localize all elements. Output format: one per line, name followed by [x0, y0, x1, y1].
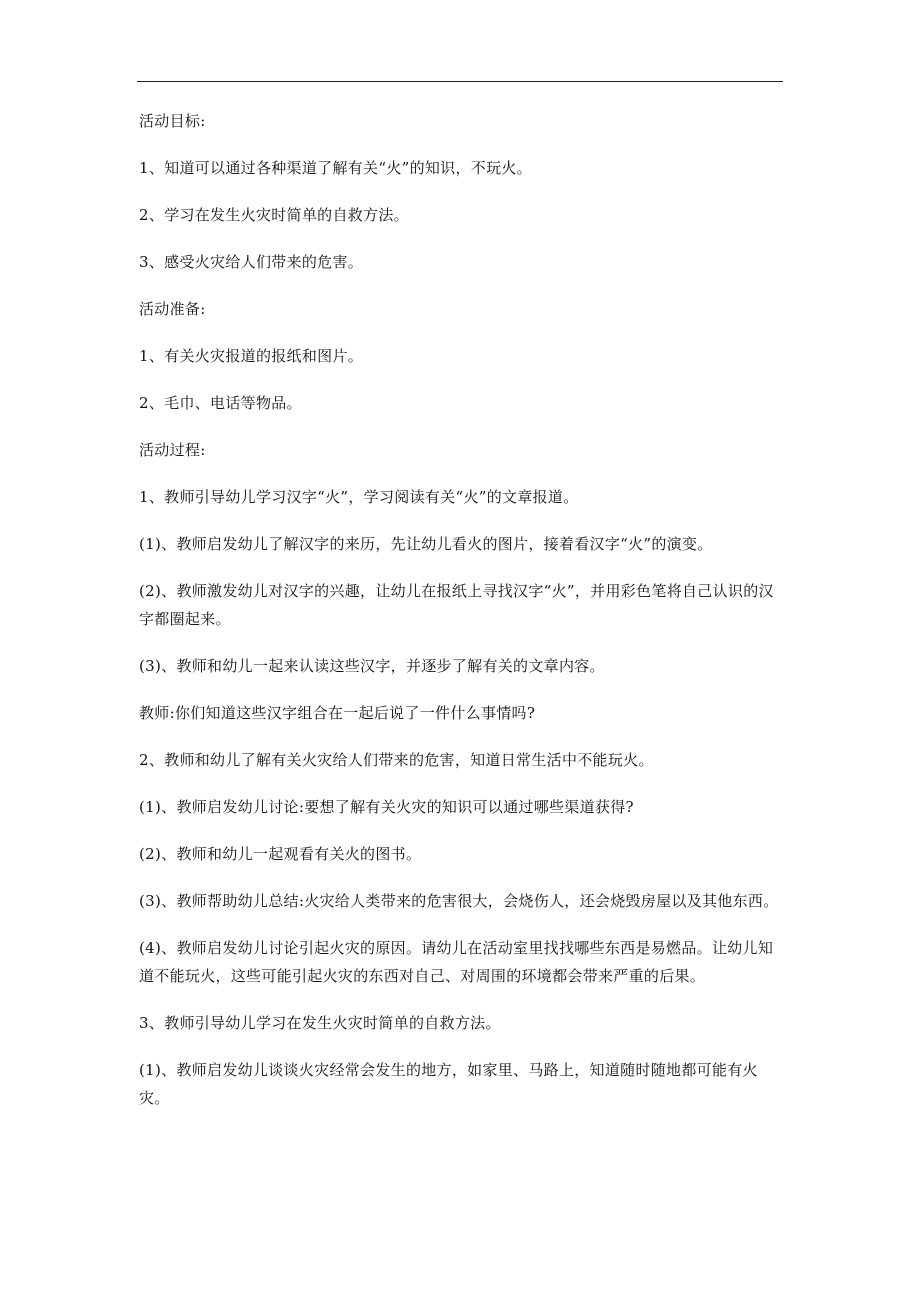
- process-step-3-sub-1: (1)、教师启发幼儿谈谈火灾经常会发生的地方，如家里、马路上，知道随时随地都可能有火灾。: [139, 1061, 758, 1107]
- preparation-item-1: 1、有关火灾报道的报纸和图片。: [139, 347, 364, 365]
- goal-item-2: 2、学习在发生火灾时简单的自救方法。: [139, 206, 409, 224]
- process-step-1-sub-3: (3)、教师和幼儿一起来认读这些汉字，并逐步了解有关的文章内容。: [139, 657, 605, 675]
- goal-item-1: 1、知道可以通过各种渠道了解有关“火”的知识，不玩火。: [139, 159, 532, 177]
- section-heading-goals: 活动目标:: [139, 112, 206, 130]
- process-step-1-sub-2: (2)、教师激发幼儿对汉字的兴趣，让幼儿在报纸上寻找汉字“火”，并用彩色笔将自己认识的汉字都圈起来。: [139, 582, 774, 628]
- preparation-item-2: 2、毛巾、电话等物品。: [139, 394, 302, 412]
- process-step-3: 3、教师引导幼儿学习在发生火灾时简单的自救方法。: [139, 1014, 501, 1032]
- process-step-1: 1、教师引导幼儿学习汉字“火”，学习阅读有关“火”的文章报道。: [139, 488, 579, 506]
- document-body: [139, 107, 784, 1131]
- process-step-2: 2、教师和幼儿了解有关火灾给人们带来的危害，知道日常生活中不能玩火。: [139, 751, 654, 769]
- goal-item-3: 3、感受火灾给人们带来的危害。: [139, 253, 364, 271]
- teacher-question: 教师:你们知道这些汉字组合在一起后说了一件什么事情吗?: [139, 704, 536, 722]
- process-step-2-sub-2: (2)、教师和幼儿一起观看有关火的图书。: [139, 845, 422, 863]
- section-heading-preparation: 活动准备:: [139, 300, 206, 318]
- process-step-2-sub-4: (4)、教师启发幼儿讨论引起火灾的原因。请幼儿在活动室里找找哪些东西是易燃品。让幼儿知道不能玩火，这些可能引起火灾的东西对自己、对周围的环境都会带来严重的后果。: [139, 939, 774, 985]
- section-heading-process: 活动过程:: [139, 441, 206, 459]
- process-step-2-sub-3: (3)、教师帮助幼儿总结:火灾给人类带来的危害很大，会烧伤人，还会烧毁房屋以及其他东西。: [139, 892, 779, 910]
- process-step-1-sub-1: (1)、教师启发幼儿了解汉字的来历，先让幼儿看火的图片，接着看汉字“火”的演变。: [139, 535, 713, 553]
- process-step-2-sub-1: (1)、教师启发幼儿讨论:要想了解有关火灾的知识可以通过哪些渠道获得?: [139, 798, 634, 816]
- header-rule: [137, 81, 783, 82]
